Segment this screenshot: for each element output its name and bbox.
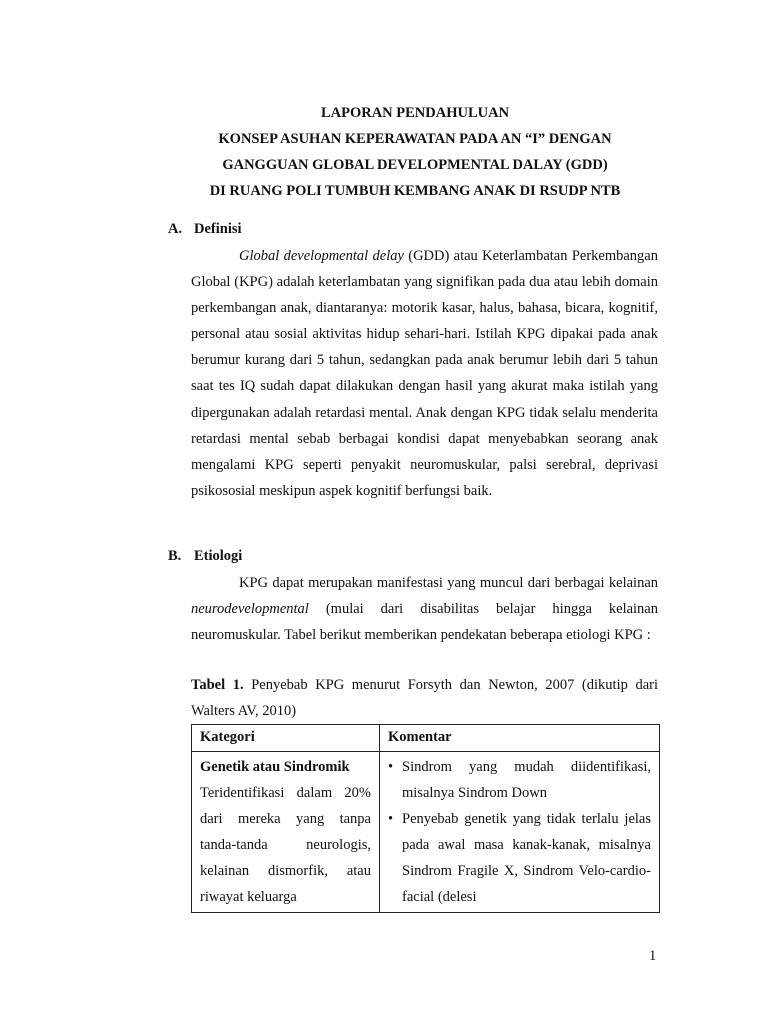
header-komentar: Komentar <box>380 725 660 752</box>
table-caption-label: Tabel 1. <box>191 677 244 693</box>
section-b-heading <box>168 548 242 565</box>
table-caption <box>191 672 658 724</box>
list-item <box>388 806 651 910</box>
section-b-text-before: KPG dapat merupakan manifestasi yang muncul dari berbagai kelainan <box>239 575 658 591</box>
section-b-title: Etiologi <box>194 548 243 564</box>
table-caption-text: Penyebab KPG menurut Forsyth dan Newton, 2007 (dikutip dari Walters AV, 2010) <box>191 677 658 719</box>
section-a-term: Global developmental delay <box>239 248 404 264</box>
section-a-text: (GDD) atau Keterlambatan Perkembangan Global (KPG) adalah keterlambatan yang signifikan pada dua atau lebih domain perkembangan anak, diantaranya: motorik kasar, halus, bahasa, bicara, kognitif, personal atau sosial aktivitas hidup sehari-hari. Istilah KPG dipakai pada anak berumur kurang dari 5 tahun, sedangkan pada anak berumur lebih dari 5 tahun saat tes IQ sudah dapat dilakukan dengan hasil yang akurat maka istilah yang dipergunakan adalah retardasi mental. Anak dengan KPG tidak selalu menderita retardasi mental sebab berbagai kondisi dapat menyebabkan seorang anak mengalami KPG seperti penyakit neuromuskular, palsi serebral, deprivasi psikososial meskipun aspek kognitif berfungsi baik. <box>191 248 658 499</box>
page-number: 1 <box>649 948 657 964</box>
section-b-paragraph <box>191 570 658 648</box>
table-row <box>192 752 660 913</box>
section-a-number: A. <box>168 221 183 237</box>
etiology-table <box>191 724 660 913</box>
title-line-1: LAPORAN PENDAHULUAN <box>320 105 510 121</box>
section-b-text-after: (mulai dari disabilitas belajar hingga kelainan neuromuskular. Tabel berikut memberikan pendekatan beberapa etiologi KPG : <box>191 601 658 644</box>
section-a-paragraph <box>191 243 658 504</box>
section-b-number: B. <box>168 548 182 564</box>
comment-cell <box>380 752 660 913</box>
section-b-term: neurodevelopmental <box>191 601 309 618</box>
header-kategori: Kategori <box>192 725 380 752</box>
category-name: Genetik atau Sindromik <box>200 759 350 775</box>
comment-text: Sindrom yang mudah diidentifikasi, misalnya Sindrom Down <box>402 759 651 801</box>
category-cell <box>192 752 380 913</box>
bullet-icon: • <box>388 759 394 775</box>
bullet-icon: • <box>388 811 394 827</box>
list-item <box>388 754 651 806</box>
comment-text: Penyebab genetik yang tidak terlalu jelas pada awal masa kanak-kanak, misalnya Sindrom Fragile X, Sindrom Velo-cardio-facial (delesi <box>402 811 651 905</box>
document-title <box>150 100 680 204</box>
title-line-2: KONSEP ASUHAN KEPERAWATAN PADA AN “I” DENGAN <box>218 131 612 147</box>
comment-list <box>388 754 651 910</box>
title-line-3: GANGGUAN GLOBAL DEVELOPMENTAL DALAY (GDD) <box>222 157 608 173</box>
title-line-4: DI RUANG POLI TUMBUH KEMBANG ANAK DI RSUDP NTB <box>209 183 621 199</box>
section-a-heading <box>168 221 242 238</box>
category-description: Teridentifikasi dalam 20% dari mereka yang tanpa tanda-tanda neurologis, kelainan dismorfik, atau riwayat keluarga <box>200 785 371 905</box>
section-a-title: Definisi <box>194 221 242 237</box>
table-header-row <box>192 725 660 752</box>
